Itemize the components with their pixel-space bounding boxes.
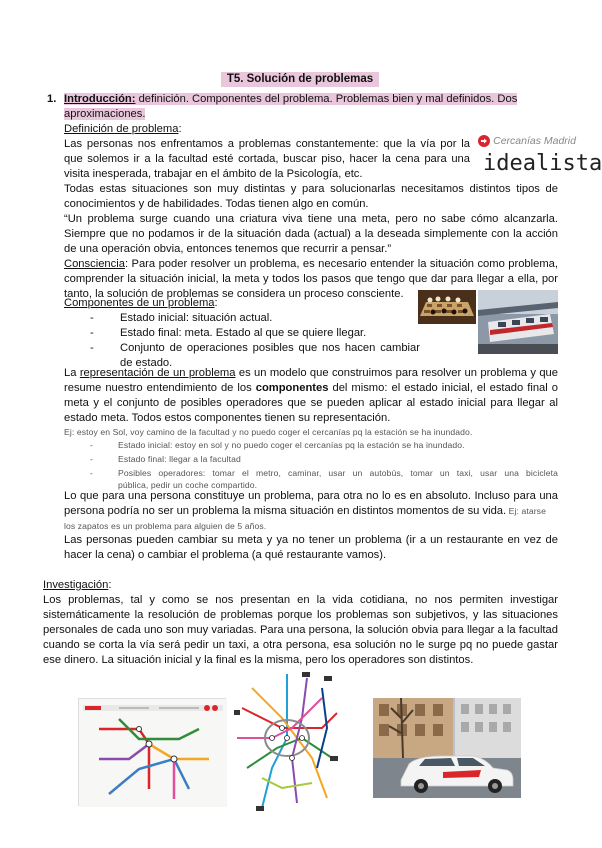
section-heading: [47, 92, 557, 122]
investigacion-label: Investigación:: [43, 579, 112, 591]
train-photo: [478, 290, 558, 354]
representacion-example: Ej: estoy en Sol, voy camino de la facultad y no puedo coger el cercanías pq la estación se ha inundado.: [64, 427, 473, 437]
consciencia-paragraph: Consciencia: Para poder resolver un problema, es necesario entender la situación como problema, comprender la situación inicial, la meta y todos los pasos que tengo que dar para llegar a ella, por tanto, la solución de problemas se considera un proceso consciente.: [64, 258, 558, 300]
metro-map-image: [232, 668, 342, 814]
cambio-meta-paragraph: Las personas pueden cambiar su meta y ya no tener un problema (ir a un restaurante en vez de hacer la cena) o cambiar el problema (a qué restaurante vamos).: [64, 534, 558, 561]
representacion-term: representación de un problema: [79, 367, 236, 379]
definicion-quote: “Un problema surge cuando una criatura viva tiene una meta, pero no sabe cómo alcanzarla. Siempre que no podamos ir de la situación dada (actual) a la deseada simplemente con la acción de una operación obvia, entonces tenemos que recurrir a pensar.”: [64, 213, 558, 255]
componentes-label: Componentes de un problema:: [64, 297, 218, 309]
list-item: - Estado inicial: situación actual.: [90, 311, 420, 326]
consciencia-label: Consciencia: [64, 258, 125, 270]
list-item: - Conjunto de operaciones posibles que nos hacen cambiar de estado.: [90, 341, 420, 371]
definicion-paragraph-2: Todas estas situaciones son muy distintas y para solucionarlas necesitamos distintos tipos de conocimientos y de habilidades. Todas tienen algo en común.: [64, 183, 558, 210]
definicion-label: Definición de problema:: [64, 123, 182, 135]
list-item: - Estado final: meta. Estado al que se quiere llegar.: [90, 326, 420, 341]
componentes-list: [90, 311, 420, 371]
section-heading-rest-2: aproximaciones.: [64, 108, 146, 120]
section-heading-rest: definición. Componentes del problema. Problemas bien y mal definidos. Dos: [135, 93, 518, 105]
page-title: T5. Solución de problemas: [221, 72, 379, 87]
definicion-paragraph-end: visita inesperada, trabajar en el ámbito de la Psicología, etc.: [64, 168, 363, 180]
section-heading-title: Introducción:: [64, 93, 136, 105]
definicion-paragraph: Las personas nos enfrentamos a problemas constantemente: que la vía por la que solemos ir a la facultad esté cortada, buscar piso, hacer la cena para una: [64, 138, 470, 165]
idealista-logo: idealista: [483, 151, 602, 176]
cercanias-logo: Cercanías Madrid: [478, 134, 580, 150]
list-item: - Estado inicial: estoy en sol y no puedo coger el cercanías pq la estación se ha inundado.: [90, 439, 558, 451]
list-item: - Estado final: llegar a la facultad: [90, 451, 558, 465]
cercanias-icon: [478, 135, 490, 147]
section-number: 1.: [47, 93, 57, 105]
relatividad-paragraph: Lo que para una persona constituye un problema, para otra no lo es en absoluto. Incluso para una persona podría no ser un problema la misma situación en distintos momentos de su vida. Ej: atarse los zapatos es un problema para alguien de 5 años.: [64, 490, 558, 531]
list-item: - Posibles operadores: tomar el metro, caminar, usar un autobús, tomar un taxi, usar una bicicleta pública, pedir un coche compartido.: [90, 465, 558, 491]
investigacion-paragraph: Los problemas, tal y como se nos presentan en la vida cotidiana, no nos permiten investigar sistemáticamente la resolución de problemas porque los problemas son subjetivos, y las situaciones personales de cada uno son muy variadas. Para una persona, la solución obvia para llegar a la facultad cuando se corta la vía será pedir un taxi, a otra persona, esa solución no le surge pq no puede gastar ese dinero. La situación inicial y la final es la misma, pero los operadores son distintos.: [43, 594, 558, 666]
representacion-paragraph: La representación de un problema es un modelo que construimos para resolver un problema y que resume nuestro entendimiento de los componentes del mismo: el estado inicial, el estado final o meta y el conjunto de posibles operadores que se pueden aplicar al estado inicial para llegar al estado meta. Todos estos componentes tienen su representación.: [64, 367, 558, 424]
example-list: [90, 439, 558, 491]
taxi-photo: [373, 698, 521, 798]
cercanias-map-image: [78, 698, 226, 806]
chess-photo: [418, 290, 476, 324]
